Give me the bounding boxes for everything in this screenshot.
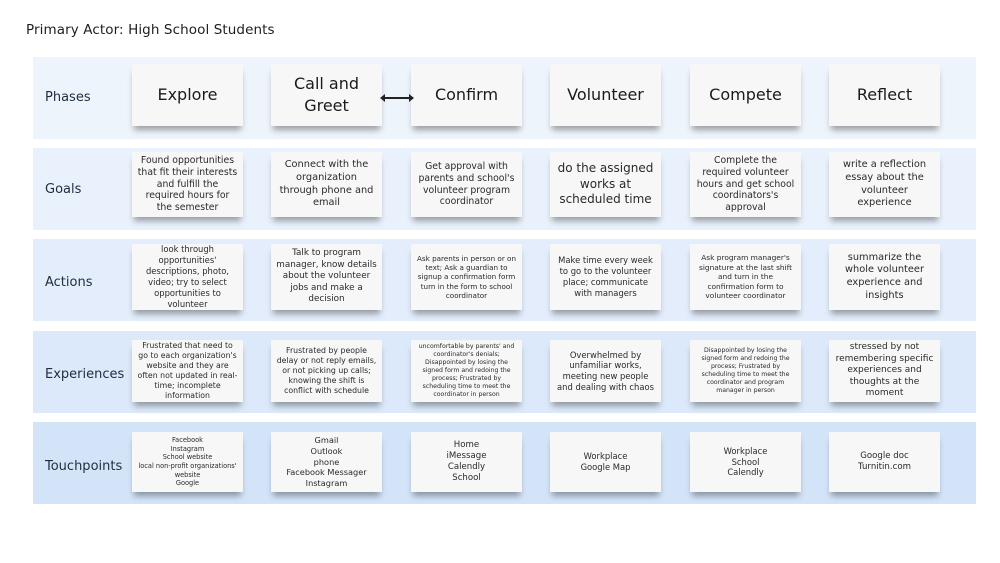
phases-card-6 bbox=[829, 64, 940, 126]
touchpoint-item: Turnitin.com bbox=[858, 462, 911, 472]
actions-card-1 bbox=[132, 244, 243, 310]
card-text: Frustrated that need to go to each organization's website and they are often not updated in real-time; incomplete information bbox=[137, 341, 238, 400]
phases-card-5 bbox=[690, 64, 801, 126]
touchpoint-item: Google doc bbox=[860, 450, 909, 461]
experiences-card-4 bbox=[550, 340, 661, 402]
card-text: Frustrated by people delay or not reply emails, or not picking up calls; knowing the shift is conflict with schedule bbox=[276, 346, 377, 395]
card-text: Explore bbox=[157, 84, 218, 104]
touchpoint-item: Instagram bbox=[305, 477, 348, 488]
experiences-card-2 bbox=[271, 340, 382, 402]
goals-card-5 bbox=[690, 152, 801, 217]
card-text: Ask program manager's signature at the last shift and turn in the confirmation form to volunteer coordinator bbox=[698, 252, 793, 301]
touchpoints-card-6 bbox=[829, 432, 940, 492]
experiences-row bbox=[33, 331, 976, 413]
touchpoint-item: Google bbox=[175, 479, 200, 488]
phases-card-1 bbox=[132, 64, 243, 126]
row-label-phases: Phases bbox=[45, 90, 91, 105]
card-text: Ask parents in person or on text; Ask a guardian to signup a confirmation form turn in the form to school coordinator bbox=[416, 253, 517, 301]
touchpoints-card-1 bbox=[132, 432, 243, 492]
touchpoint-item: Home bbox=[453, 439, 480, 450]
phases-card-2 bbox=[271, 64, 382, 126]
touchpoint-item: Workplace bbox=[723, 445, 768, 456]
touchpoint-item: School bbox=[731, 456, 760, 467]
touchpoint-item: School bbox=[452, 473, 481, 484]
touchpoint-item: Google Map bbox=[580, 462, 631, 472]
touchpoints-card-2 bbox=[271, 432, 382, 492]
touchpoint-item: Facebook bbox=[172, 436, 203, 445]
touchpoint-item: Gmail bbox=[314, 435, 339, 446]
experiences-card-6 bbox=[829, 340, 940, 402]
card-text: Volunteer bbox=[567, 84, 644, 104]
phases-row bbox=[33, 57, 976, 139]
touchpoint-item: School website bbox=[162, 453, 213, 462]
experiences-card-5 bbox=[690, 340, 801, 402]
goals-card-6 bbox=[829, 152, 940, 217]
row-label-actions: Actions bbox=[45, 275, 93, 290]
actions-card-3 bbox=[411, 244, 522, 310]
card-text: Reflect bbox=[856, 84, 913, 104]
touchpoint-item: Calendly bbox=[447, 462, 486, 472]
touchpoint-item: phone bbox=[313, 456, 340, 467]
experiences-card-3 bbox=[411, 340, 522, 402]
card-text: uncomfortable by parents' and coordinator's denials; Disappointed by losing the signed form and redoing the process; Frustrated by scheduling time to meet the coordinator in person bbox=[418, 343, 515, 398]
phases-card-4 bbox=[550, 64, 661, 126]
row-label-experiences: Experiences bbox=[45, 367, 125, 382]
touchpoints-row bbox=[33, 422, 976, 504]
card-text: write a reflection essay about the volunteer experience bbox=[842, 159, 927, 209]
goals-card-2 bbox=[271, 152, 382, 217]
card-text: do the assigned works at scheduled time bbox=[557, 161, 654, 207]
card-text: stressed by not remembering specific experiences and thoughts at the moment bbox=[835, 342, 934, 399]
page-title: Primary Actor: High School Students bbox=[26, 22, 275, 38]
touchpoint-item: Facebook Messager bbox=[286, 467, 367, 478]
card-text: summarize the whole volunteer experience and insights bbox=[845, 251, 924, 301]
goals-card-3 bbox=[411, 152, 522, 217]
card-text: Found opportunities that fit their interests and fulfill the required hours for the semester bbox=[137, 154, 238, 214]
card-text: Get approval with parents and school's volunteer program coordinator bbox=[418, 160, 515, 208]
card-text: Overwhelmed by unfamiliar works, meeting new people and dealing with chaos bbox=[557, 349, 654, 392]
card-text: Disappointed by losing the signed form and redoing the process; Frustrated by scheduling time to meet the coordinator and program manager in person bbox=[701, 347, 790, 394]
card-text: Call and Greet bbox=[293, 73, 360, 115]
card-text: Compete bbox=[709, 84, 782, 104]
touchpoint-item: iMessage bbox=[446, 450, 487, 461]
actions-card-2 bbox=[271, 244, 382, 310]
touchpoints-card-5 bbox=[690, 432, 801, 492]
touchpoint-item: local non-profit organizations' website bbox=[138, 462, 237, 479]
touchpoints-card-4 bbox=[550, 432, 661, 492]
goals-card-4 bbox=[550, 152, 661, 217]
experiences-card-1 bbox=[132, 340, 243, 402]
card-text: look through opportunities' descriptions, photo, video; try to select opportunities to volunteer bbox=[145, 244, 230, 309]
card-text: Connect with the organization through phone and email bbox=[279, 159, 374, 209]
actions-row bbox=[33, 239, 976, 321]
card-text: Talk to program manager, know details about the volunteer jobs and make a decision bbox=[276, 248, 377, 305]
card-text: Make time every week to go to the volunteer place; communicate with managers bbox=[558, 255, 653, 298]
touchpoint-item: Workplace bbox=[583, 451, 628, 462]
double-arrow-icon bbox=[384, 97, 410, 99]
card-text: Confirm bbox=[434, 84, 499, 104]
phases-card-3 bbox=[411, 64, 522, 126]
goals-card-1 bbox=[132, 152, 243, 217]
touchpoint-item: Calendly bbox=[727, 467, 764, 478]
actions-card-4 bbox=[550, 244, 661, 310]
actions-card-6 bbox=[829, 244, 940, 310]
goals-row bbox=[33, 148, 976, 230]
touchpoints-card-3 bbox=[411, 432, 522, 492]
touchpoint-item: Outlook bbox=[310, 446, 343, 457]
card-text: Complete the required volunteer hours and get school coordinators's approval bbox=[696, 154, 795, 214]
touchpoint-item: Instagram bbox=[170, 444, 205, 453]
row-label-touchpoints: Touchpoints bbox=[45, 459, 123, 474]
row-label-goals: Goals bbox=[45, 182, 82, 197]
actions-card-5 bbox=[690, 244, 801, 310]
